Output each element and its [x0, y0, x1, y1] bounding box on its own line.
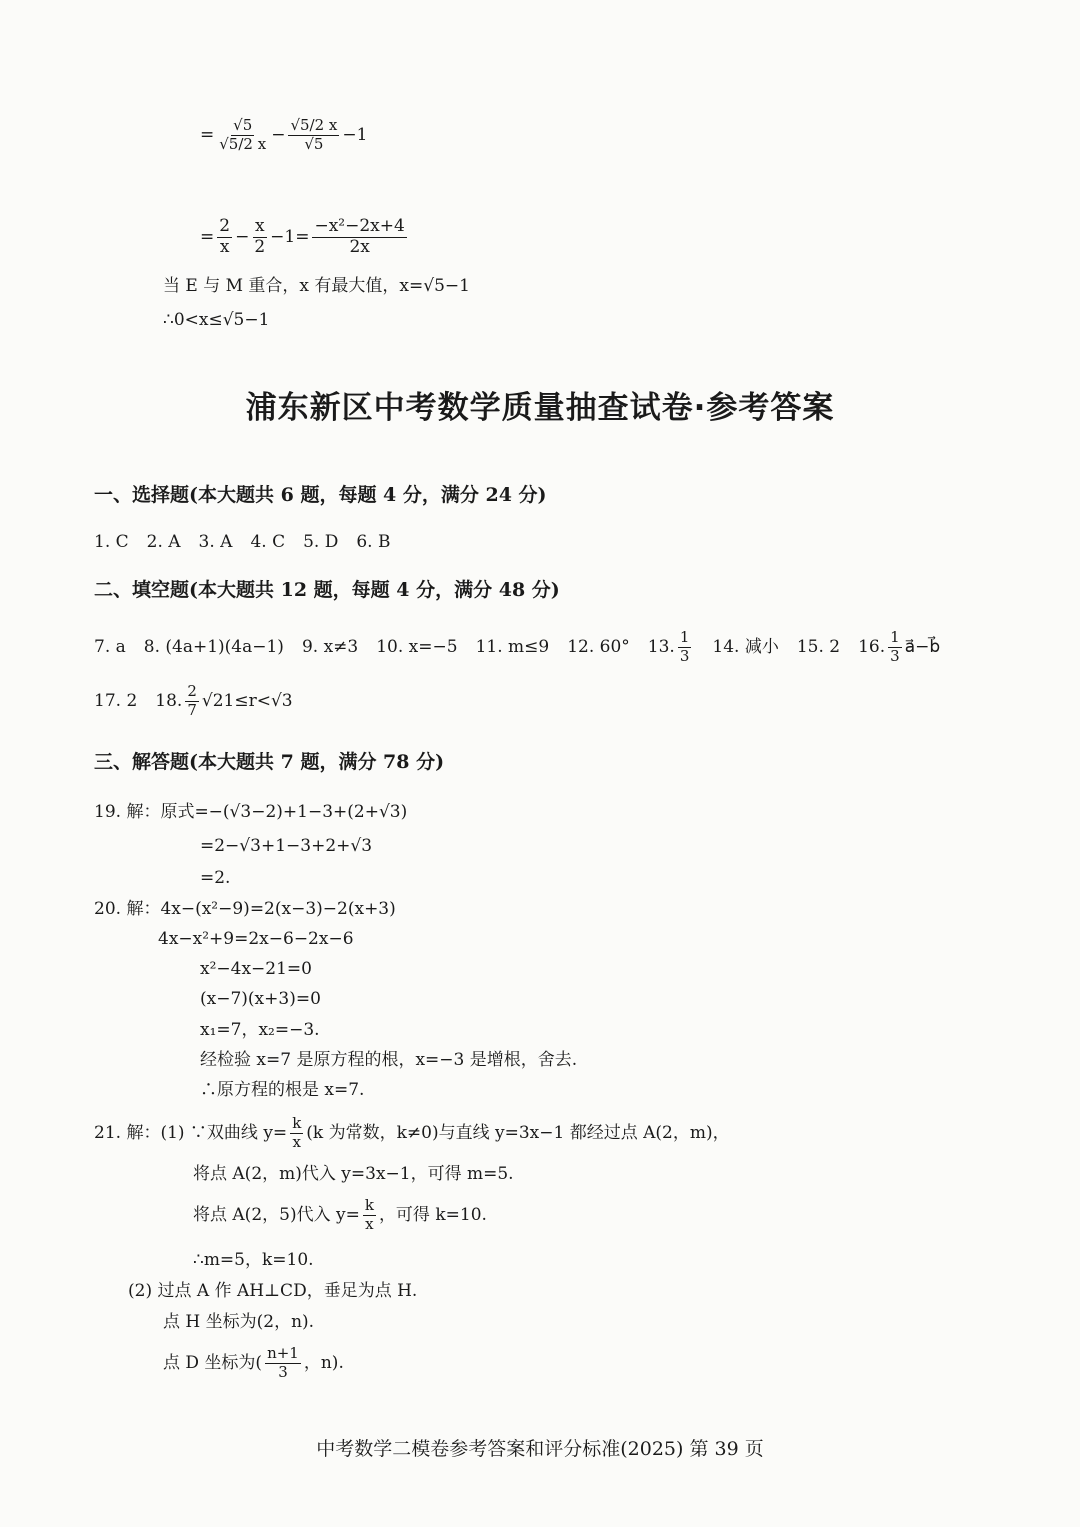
answer-2: 2. A — [146, 532, 181, 552]
answer-18: 18. $\frac{2}{7}$ √21≤r<√3 — [155, 682, 293, 719]
q21-line-5: (2) 过点 A 作 AH⊥CD，垂足为点 H. — [128, 1281, 418, 1301]
complex-fraction-a: $\frac{√5}{√5/2 x}$ — [219, 116, 267, 153]
q21-line-6: 点 H 坐标为(2，n). — [163, 1312, 315, 1332]
answer-4: 4. C — [250, 532, 286, 552]
answer-11: 11. m≤9 — [475, 636, 550, 657]
q19-line-3: =2. — [200, 868, 231, 888]
answer-12: 12. 60° — [567, 636, 630, 657]
answer-5: 5. D — [303, 532, 339, 552]
answer-1: 1. C — [94, 532, 129, 552]
answer-9: 9. x≠3 — [301, 636, 359, 657]
section2-heading: 二、填空题(本大题共 12 题，每题 4 分，满分 48 分) — [94, 579, 560, 601]
q21-line-1: 21. 解：(1) ∵双曲线 y= $\frac{k}{x}$ (k 为常数，k≠0)与直线 y=3x−1 都经过点 A(2，m)， — [94, 1114, 730, 1151]
q20-line-2: 4x−x²+9=2x−6−2x−6 — [158, 929, 354, 949]
answer-13: 13. $\frac{1}{3}$ — [647, 628, 690, 665]
section3-heading: 三、解答题(本大题共 7 题，满分 78 分) — [94, 751, 445, 773]
section2-answers-row2 — [94, 684, 293, 719]
q20-line-7: ∴原方程的根是 x=7. — [200, 1080, 365, 1100]
answer-14: 14. 减小 — [712, 636, 779, 657]
answer-7: 7. a — [94, 636, 126, 657]
section1-answers — [94, 534, 408, 551]
max-value-line: 当 E 与 M 重合，x 有最大值，x=√5−1 — [163, 276, 470, 296]
answer-15: 15. 2 — [796, 636, 841, 657]
simplified-expression: = $\frac{2}{x}$ − $\frac{x}{2}$ −1= $\frac{\text{−x²−2x+4}}{2x}$ — [200, 216, 405, 257]
answer-6: 6. B — [356, 532, 391, 552]
complex-fraction-line: = $\frac{√5}{√5/2 x}$ − $\frac{√5/2 x}{√5}$ −1 — [200, 116, 368, 153]
range-conclusion: ∴0<x≤√5−1 — [163, 310, 270, 330]
q21-line-2: 将点 A(2，m)代入 y=3x−1，可得 m=5. — [193, 1164, 514, 1184]
q19-line-1: 19. 解：原式=−(√3−2)+1−3+(2+√3) — [94, 802, 408, 822]
q20-line-1: 20. 解：4x−(x²−9)=2(x−3)−2(x+3) — [94, 899, 396, 919]
answer-8: 8. (4a+1)(4a−1) — [143, 636, 284, 657]
page-title: 浦东新区中考数学质量抽查试卷·参考答案 — [245, 390, 835, 426]
answer-10: 10. x=−5 — [376, 636, 458, 657]
page-footer: 中考数学二模卷参考答案和评分标准(2025) 第 39 页 — [316, 1438, 764, 1460]
complex-fraction-b: $\frac{√5/2 x}{√5}$ — [290, 116, 338, 153]
q19-line-2: =2−√3+1−3+2+√3 — [200, 836, 373, 856]
answer-3: 3. A — [198, 532, 233, 552]
equals-sign: = — [200, 124, 215, 145]
q20-line-4: (x−7)(x+3)=0 — [200, 989, 321, 1009]
q20-line-3: x²−4x−21=0 — [200, 959, 312, 979]
q20-line-6: 经检验 x=7 是原方程的根，x=−3 是增根，舍去. — [200, 1050, 578, 1070]
answer-16: 16. $\frac{1}{3}$ a⃗−b⃗ — [858, 628, 941, 665]
q21-line-4: ∴m=5，k=10. — [193, 1250, 314, 1270]
section1-heading: 一、选择题(本大题共 6 题，每题 4 分，满分 24 分) — [94, 484, 547, 506]
answer-17: 17. 2 — [94, 690, 138, 711]
q21-line-7: 点 D 坐标为( $\frac{n+1}{3}$ ，n). — [163, 1344, 344, 1381]
q21-line-3: 将点 A(2，5)代入 y= $\frac{k}{x}$ ，可得 k=10. — [193, 1196, 487, 1233]
section2-answers-row1 — [94, 630, 940, 665]
q20-line-5: x₁=7，x₂=−3. — [200, 1020, 320, 1040]
